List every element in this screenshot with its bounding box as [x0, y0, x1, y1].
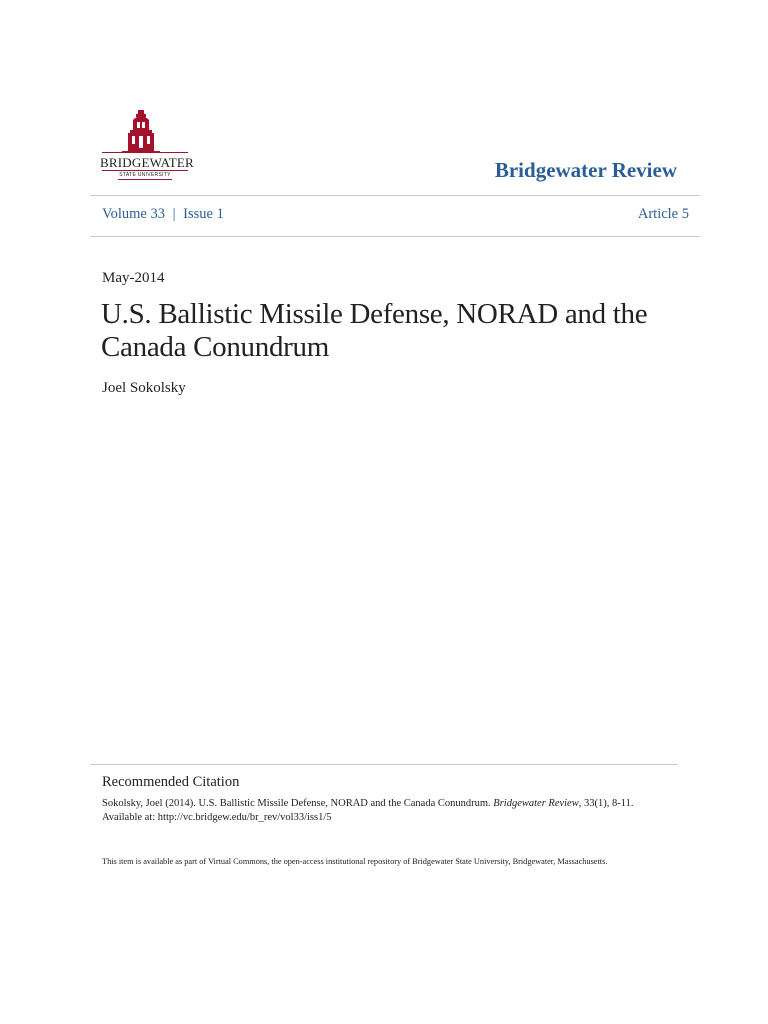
logo-divider — [102, 170, 188, 171]
article-title-line-2: Canada Conundrum — [101, 331, 329, 363]
citation-text-before: Sokolsky, Joel (2014). U.S. Ballistic Missile Defense, NORAD and the Canada Conundrum. — [102, 798, 494, 809]
citation-text — [102, 797, 682, 825]
bridgewater-logo[interactable] — [100, 108, 194, 182]
citation-divider — [90, 764, 678, 765]
issue-bar — [102, 206, 689, 223]
logo-subtitle: STATE UNIVERSITY — [119, 172, 171, 178]
repository-note: This item is available as part of Virtual Commons, the open-access institutional repository of Bridgewater State University, Bridgewater, Massachusetts. — [102, 857, 608, 866]
logo-wordmark: BRIDGEWATER — [100, 155, 194, 170]
citation-journal: Bridgewater Review — [493, 798, 579, 809]
logo-bottom-rule — [118, 179, 172, 180]
article-title — [101, 298, 661, 364]
article-title-line-1: U.S. Ballistic Missile Defense, NORAD and the — [101, 298, 648, 330]
article-link[interactable]: Article 5 — [637, 206, 689, 222]
issue-separator: | — [172, 206, 176, 222]
header-divider — [90, 195, 700, 196]
issue-bar-divider — [90, 236, 700, 237]
recommended-citation-heading: Recommended Citation — [102, 774, 240, 790]
issue-link[interactable]: Issue 1 — [183, 206, 224, 222]
journal-title-link[interactable]: Bridgewater Review — [494, 158, 677, 182]
citation-availability[interactable]: Available at: http://vc.bridgew.edu/br_rev/vol33/iss1/5 — [102, 812, 332, 823]
publication-date: May-2014 — [102, 270, 165, 286]
citation-text-after: , 33(1), 8-11. — [578, 798, 634, 809]
author-name: Joel Sokolsky — [102, 380, 186, 396]
volume-link[interactable]: Volume 33 — [102, 206, 165, 222]
